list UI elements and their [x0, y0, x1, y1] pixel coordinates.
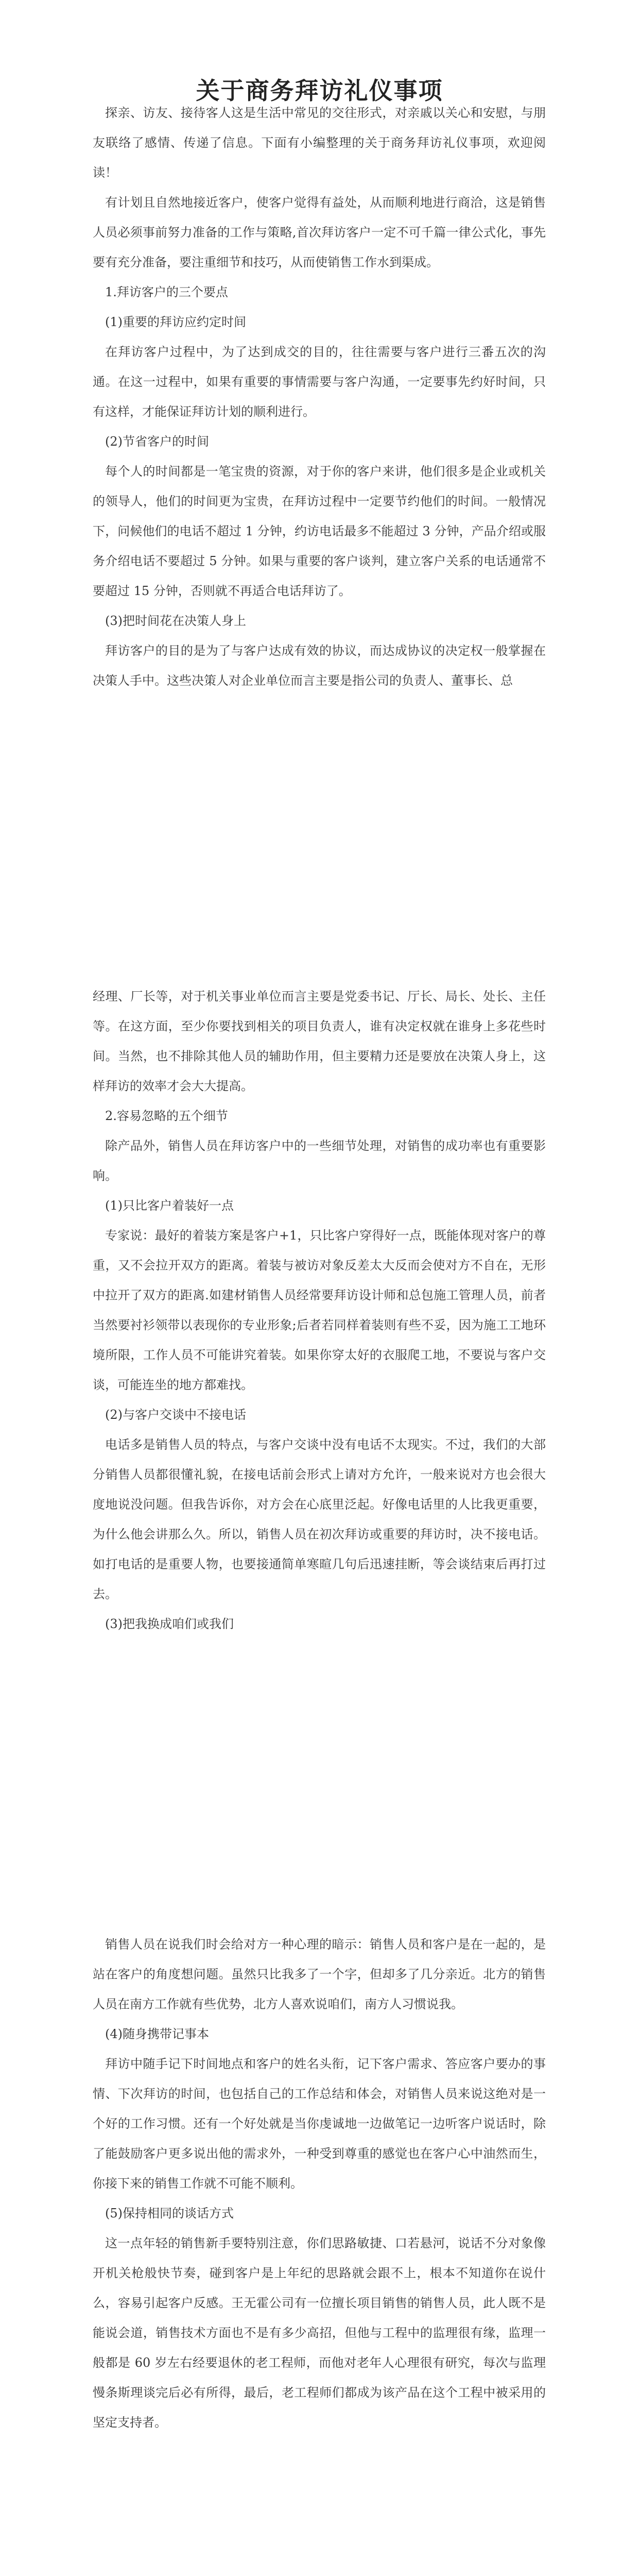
subsection-heading: (2)与客户交谈中不接电话: [105, 1408, 246, 1422]
subsection-heading: (5)保持相同的谈话方式: [105, 2206, 234, 2221]
paragraph-continued: 经理、厂长等，对于机关事业单位而言主要是党委书记、厅长、局长、处长、主任等。在这方面，至少你要找到相关的项目负责人，谁有决定权就在谁身上多花些时间。当然，也不排除其他人员的辅助作用，但主要精力还是要放在决策人身上，这样拜访的效率才会大大提高。: [93, 989, 546, 1093]
content-block-2: [93, 981, 546, 1639]
subsection-heading: (2)节省客户的时间: [105, 434, 209, 449]
subsection-heading: (3)把我换成咱们或我们: [105, 1617, 234, 1631]
paragraph: 有计划且自然地接近客户，使客户觉得有益处，从而顺利地进行商洽，这是销售人员必须事前努力准备的工作与策略,首次拜访客户一定不可千篇一律公式化，事先要有充分准备，要注重细节和技巧，从而使销售工作水到渠成。: [93, 195, 546, 269]
paragraph: 除产品外，销售人员在拜访客户中的一些细节处理，对销售的成功率也有重要影响。: [93, 1139, 546, 1183]
paragraph: 专家说：最好的着装方案是客户+1，只比客户穿得好一点，既能体现对客户的尊重，又不会拉开双方的距离。着装与被访对象反差太大反而会使对方不自在，无形中拉开了双方的距离.如建材销售人员经常要拜访设计师和总包施工管理人员，前者当然要衬衫领带以表现你的专业形象;后者若同样着装则有些不妥，因为施工工地环境所限，工作人员不可能讲究着装。如果你穿太好的衣服爬工地，不要说与客户交谈，可能连坐的地方都难找。: [93, 1228, 546, 1392]
intro-paragraph: 探亲、访友、接待客人这是生活中常见的交往形式，对亲戚以关心和安慰，与朋友联络了感情、传递了信息。下面有小编整理的关于商务拜访礼仪事项，欢迎阅读！: [93, 106, 546, 180]
paragraph: 这一点年轻的销售新手要特别注意，你们思路敏捷、口若悬河，说话不分对象像开机关枪般快节奏，碰到客户是上年纪的思路就会跟不上，根本不知道你在说什么，容易引起客户反感。王无霍公司有一位擅长项目销售的销售人员，此人既不是能说会道，销售技术方面也不是有多少高招，但他与工程中的监理很有缘，监理一般都是 60 岁左右经要退休的老工程师，而他对老年人心理很有研究，每次与监理慢条斯理谈完后必有所得，最后，老工程师们都成为该产品在这个工程中被采用的坚定支持者。: [93, 2236, 546, 2430]
subsection-heading: (4)随身携带记事本: [105, 2027, 209, 2041]
page-title: 关于商务拜访礼仪事项: [196, 77, 443, 105]
paragraph: 拜访客户的目的是为了与客户达成有效的协议，而达成协议的决定权一般掌握在决策人手中。这些决策人对企业单位而言主要是指公司的负责人、董事长、总: [93, 643, 546, 688]
subsection-heading: (1)重要的拜访应约定时间: [105, 315, 246, 329]
paragraph: 拜访中随手记下时间地点和客户的姓名头衔，记下客户需求、答应客户要办的事情、下次拜访的时间，也包括自己的工作总结和体会，对销售人员来说这绝对是一个好的工作习惯。还有一个好处就是当你虔诚地一边做笔记一边听客户说话时，除了能鼓励客户更多说出他的需求外，一种受到尊重的感觉也在客户心中油然而生，你接下来的销售工作就不可能不顺利。: [93, 2057, 546, 2191]
paragraph: 在拜访客户过程中，为了达到成交的目的，往往需要与客户进行三番五次的沟通。在这一过程中，如果有重要的事情需要与客户沟通，一定要事先约好时间，只有这样，才能保证拜访计划的顺利进行。: [93, 345, 546, 419]
paragraph: 电话多是销售人员的特点，与客户交谈中没有电话不太现实。不过，我们的大部分销售人员都很懂礼貌，在接电话前会形式上请对方允许，一般来说对方也会很大度地说没问题。但我告诉你，对方会在心底里泛起。好像电话里的人比我更重要，为什么他会讲那么久。所以，销售人员在初次拜访或重要的拜访时，决不接电话。如打电话的是重要人物，也要接通简单寒暄几句后迅速挂断，等会谈结束后再打过去。: [93, 1437, 546, 1601]
content-block-1: [93, 98, 546, 696]
section-heading: 2.容易忽略的五个细节: [105, 1109, 228, 1123]
content-block-3: [93, 1929, 546, 2437]
section-heading: 1.拜访客户的三个要点: [105, 285, 228, 299]
paragraph: 每个人的时间都是一笔宝贵的资源，对于你的客户来讲，他们很多是企业或机关的领导人，他们的时间更为宝贵，在拜访过程中一定要节约他们的时间。一般情况下，问候他们的电话不超过 1 分钟，约访电话最多不能超过 3 分钟，产品介绍或服务介绍电话不要超过 5 分钟。如果与重要的客户谈判，建立客户关系的电话通常不要超过 15 分钟，否则就不再适合电话拜访了。: [93, 464, 546, 598]
subsection-heading: (1)只比客户着装好一点: [105, 1198, 234, 1213]
subsection-heading: (3)把时间花在决策人身上: [105, 614, 246, 628]
paragraph: 销售人员在说我们时会给对方一种心理的暗示：销售人员和客户是在一起的，是站在客户的角度想问题。虽然只比我多了一个字，但却多了几分亲近。北方的销售人员在南方工作就有些优势，北方人喜欢说咱们，南方人习惯说我。: [93, 1937, 546, 2011]
